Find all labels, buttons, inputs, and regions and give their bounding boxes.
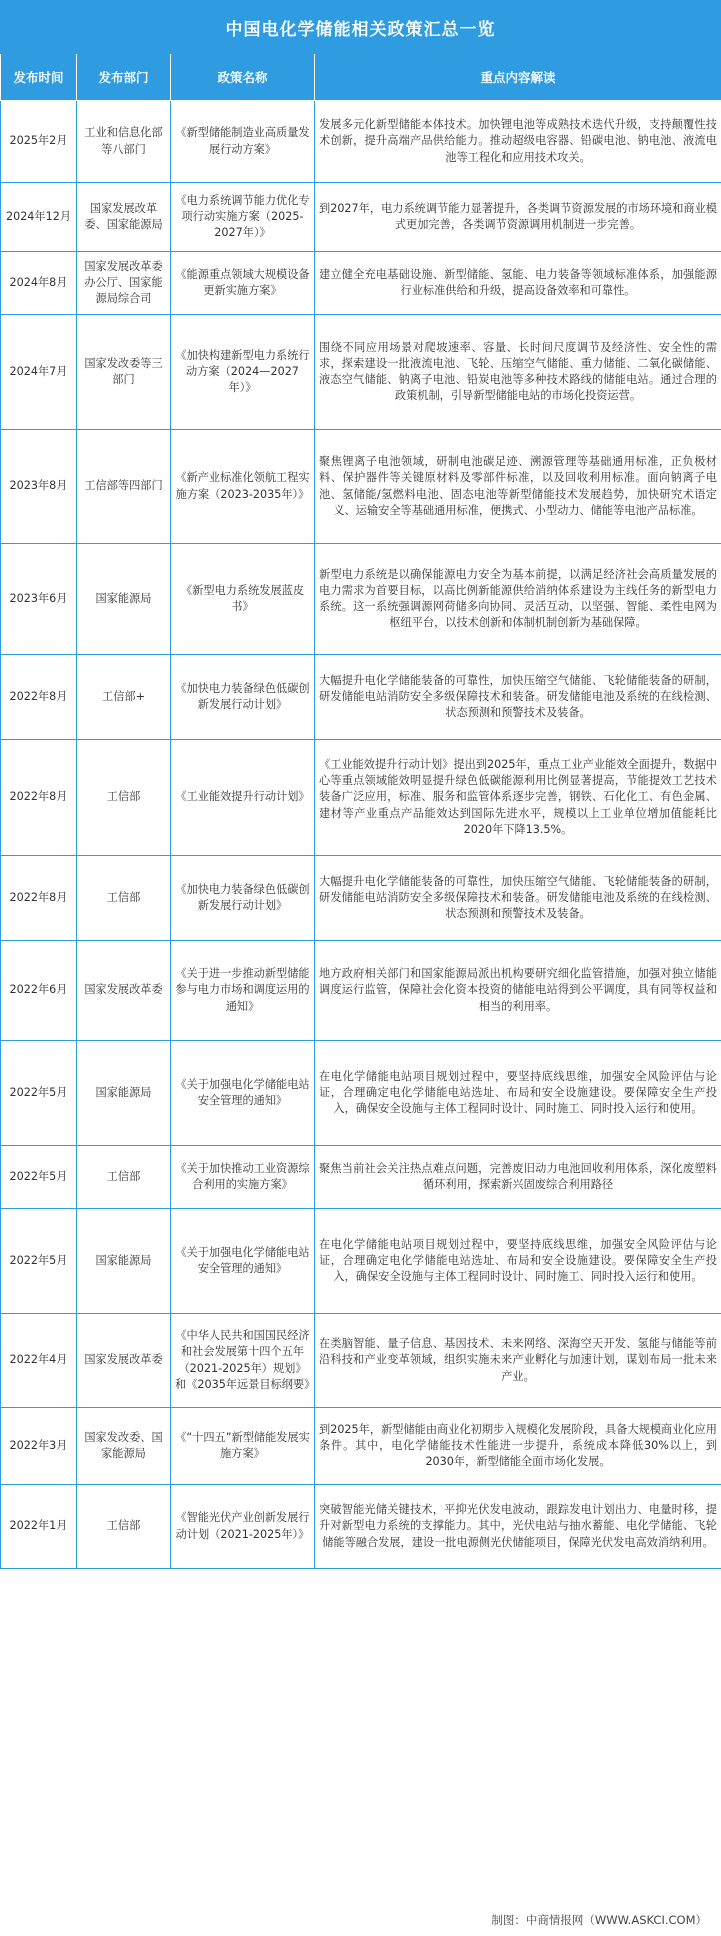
row-policy-name: 《加快电力装备绿色低碳创新发展行动计划》 bbox=[171, 856, 315, 941]
row-policy-name: 《加快电力装备绿色低碳创新发展行动计划》 bbox=[171, 655, 315, 740]
row-dept: 工信部 bbox=[77, 1485, 171, 1569]
row-date: 2025年2月 bbox=[1, 101, 77, 183]
row-policy-name: 《“十四五”新型储能发展实施方案》 bbox=[171, 1408, 315, 1485]
row-date: 2022年5月 bbox=[1, 1209, 77, 1314]
row-date: 2024年12月 bbox=[1, 183, 77, 252]
row-dept: 国家发展改革委、国家能源局 bbox=[77, 183, 171, 252]
table-row bbox=[1, 1209, 721, 1314]
row-dept: 工信部 bbox=[77, 1146, 171, 1209]
table-header-row bbox=[1, 54, 721, 101]
table-row bbox=[1, 740, 721, 856]
table-row bbox=[1, 430, 721, 544]
table-row bbox=[1, 856, 721, 941]
table-row bbox=[1, 252, 721, 315]
row-date: 2022年1月 bbox=[1, 1485, 77, 1569]
row-policy-name: 《关于加强电化学储能电站安全管理的通知》 bbox=[171, 1209, 315, 1314]
row-detail: 地方政府相关部门和国家能源局派出机构要研究细化监管措施，加强对独立储能调度运行监管，保障社会化资本投资的储能电站得到公平调度，具有同等权益和相当的利用率。 bbox=[315, 941, 721, 1041]
row-detail: 发展多元化新型储能本体技术。加快锂电池等成熟技术迭代升级，支持颠覆性技术创新，提升高端产品供给能力。推动超级电容器、铅碳电池、钠电池、液流电池等工程化和应用技术攻关。 bbox=[315, 101, 721, 183]
table-row bbox=[1, 1146, 721, 1209]
row-detail: 到2025年，新型储能由商业化初期步入规模化发展阶段，具备大规模商业化应用条件。其中，电化学储能技术性能进一步提升，系统成本降低30%以上，到2030年，新型储能全面市场化发展。 bbox=[315, 1408, 721, 1485]
row-date: 2022年4月 bbox=[1, 1314, 77, 1408]
row-policy-name: 《智能光伏产业创新发展行动计划（2021-2025年）》 bbox=[171, 1485, 315, 1569]
row-dept: 国家能源局 bbox=[77, 544, 171, 655]
row-detail: 到2027年，电力系统调节能力显著提升，各类调节资源发展的市场环境和商业模式更加完善，各类调节资源调用机制进一步完善。 bbox=[315, 183, 721, 252]
row-policy-name: 《新产业标准化领航工程实施方案（2023-2035年）》 bbox=[171, 430, 315, 544]
row-date: 2022年8月 bbox=[1, 655, 77, 740]
row-policy-name: 《新型储能制造业高质量发展行动方案》 bbox=[171, 101, 315, 183]
row-dept: 国家能源局 bbox=[77, 1041, 171, 1146]
row-detail: 新型电力系统是以确保能源电力安全为基本前提，以满足经济社会高质量发展的电力需求为首要目标，以高比例新能源供给消纳体系建设为主线任务的新型电力系统。这一系统强调源网荷储多向协同、灵活互动，以坚强、智能、柔性电网为枢纽平台，以技术创新和体制机制创新为基础保障。 bbox=[315, 544, 721, 655]
row-date: 2024年7月 bbox=[1, 315, 77, 430]
table-row bbox=[1, 1041, 721, 1146]
row-dept: 国家发改委、国家能源局 bbox=[77, 1408, 171, 1485]
table-row bbox=[1, 655, 721, 740]
row-policy-name: 《关于进一步推动新型储能参与电力市场和调度运用的通知》 bbox=[171, 941, 315, 1041]
table-row bbox=[1, 941, 721, 1041]
row-policy-name: 《关于加快推动工业资源综合利用的实施方案》 bbox=[171, 1146, 315, 1209]
row-dept: 国家发改委等三部门 bbox=[77, 315, 171, 430]
row-date: 2022年8月 bbox=[1, 856, 77, 941]
row-detail: 大幅提升电化学储能装备的可靠性，加快压缩空气储能、飞轮储能装备的研制，研发储能电站消防安全多级保障技术和装备。研发储能电池及系统的在线检测、状态预测和预警技术及装备。 bbox=[315, 655, 721, 740]
header-name: 政策名称 bbox=[171, 54, 315, 101]
row-date: 2022年6月 bbox=[1, 941, 77, 1041]
row-date: 2022年5月 bbox=[1, 1146, 77, 1209]
row-date: 2022年8月 bbox=[1, 740, 77, 856]
row-policy-name: 《中华人民共和国国民经济和社会发展第十四个五年（2021-2025年）规划》和《2035年远景目标纲要》 bbox=[171, 1314, 315, 1408]
row-dept: 工信部 bbox=[77, 740, 171, 856]
table-row bbox=[1, 1314, 721, 1408]
row-date: 2023年6月 bbox=[1, 544, 77, 655]
row-dept: 工信部等四部门 bbox=[77, 430, 171, 544]
row-detail: 在电化学储能电站项目规划过程中，要坚持底线思维，加强安全风险评估与论证，合理确定电化学储能电站选址、布局和安全设施建设。要保障安全生产投入，确保安全设施与主体工程同时设计、同时施工、同时投入运行和使用。 bbox=[315, 1209, 721, 1314]
policy-table bbox=[0, 54, 721, 1569]
row-date: 2024年8月 bbox=[1, 252, 77, 315]
table-row bbox=[1, 315, 721, 430]
footer-credit: 制图：中商情报网（WWW.ASKCI.COM） bbox=[491, 1913, 707, 1927]
row-dept: 国家发展改革委 bbox=[77, 1314, 171, 1408]
row-detail: 聚焦当前社会关注热点难点问题，完善废旧动力电池回收利用体系，深化废塑料循环利用，探索新兴固废综合利用路径 bbox=[315, 1146, 721, 1209]
row-detail: 大幅提升电化学储能装备的可靠性，加快压缩空气储能、飞轮储能装备的研制，研发储能电站消防安全多级保障技术和装备。研发储能电池及系统的在线检测、状态预测和预警技术及装备。 bbox=[315, 856, 721, 941]
row-dept: 国家发展改革委 bbox=[77, 941, 171, 1041]
row-detail: 在电化学储能电站项目规划过程中，要坚持底线思维，加强安全风险评估与论证，合理确定电化学储能电站选址、布局和安全设施建设。要保障安全生产投入，确保安全设施与主体工程同时设计、同时施工、同时投入运行和使用。 bbox=[315, 1041, 721, 1146]
row-date: 2023年8月 bbox=[1, 430, 77, 544]
table-row bbox=[1, 1408, 721, 1485]
row-detail: 在类脑智能、量子信息、基因技术、未来网络、深海空天开发、氢能与储能等前沿科技和产业变革领域，组织实施未来产业孵化与加速计划，谋划布局一批未来产业。 bbox=[315, 1314, 721, 1408]
row-detail: 《工业能效提升行动计划》提出到2025年，重点工业产业能效全面提升，数据中心等重点领域能效明显提升绿色低碳能源利用比例显著提高，节能提效工艺技术装备广泛应用，标准、服务和监管体系逐步完善，钢铁、石化化工、有色金属、建材等产业重点产品能效达到国际先进水平，规模以上工业单位增加值能耗比2020年下降13.5%。 bbox=[315, 740, 721, 856]
table-row bbox=[1, 1485, 721, 1569]
row-dept: 工业和信息化部等八部门 bbox=[77, 101, 171, 183]
row-policy-name: 《工业能效提升行动计划》 bbox=[171, 740, 315, 856]
table-row bbox=[1, 544, 721, 655]
row-date: 2022年3月 bbox=[1, 1408, 77, 1485]
row-policy-name: 《加快构建新型电力系统行动方案（2024—2027年）》 bbox=[171, 315, 315, 430]
row-date: 2022年5月 bbox=[1, 1041, 77, 1146]
row-detail: 聚焦锂离子电池领域，研制电池碳足迹、溯源管理等基础通用标准，正负极材料、保护器件等关键原材料及零部件标准，以及回收利用标准。面向钠离子电池、氢储能/氢燃料电池、固态电池等新型储能技术发展趋势，加快研究术语定义、运输安全等基础通用标准，便携式、小型动力、储能等电池产品标准。 bbox=[315, 430, 721, 544]
row-policy-name: 《新型电力系统发展蓝皮书》 bbox=[171, 544, 315, 655]
row-dept: 工信部 bbox=[77, 856, 171, 941]
row-policy-name: 《能源重点领域大规模设备更新实施方案》 bbox=[171, 252, 315, 315]
row-dept: 工信部+ bbox=[77, 655, 171, 740]
table-row bbox=[1, 101, 721, 183]
header-dept: 发布部门 bbox=[77, 54, 171, 101]
row-dept: 国家发展改革委办公厅、国家能源局综合司 bbox=[77, 252, 171, 315]
row-detail: 建立健全充电基础设施、新型储能、氢能、电力装备等领域标准体系，加强能源行业标准供给和升级，提高设备效率和可靠性。 bbox=[315, 252, 721, 315]
row-policy-name: 《关于加强电化学储能电站安全管理的通知》 bbox=[171, 1041, 315, 1146]
row-policy-name: 《电力系统调节能力优化专项行动实施方案（2025-2027年）》 bbox=[171, 183, 315, 252]
row-detail: 围绕不同应用场景对爬坡速率、容量、长时间尺度调节及经济性、安全性的需求，探索建设一批液流电池、飞轮、压缩空气储能、重力储能、二氧化碳储能、液态空气储能、钠离子电池、铅炭电池等多种技术路线的储能电站。通过合理的政策机制，引导新型储能电站的市场化投资运营。 bbox=[315, 315, 721, 430]
row-detail: 突破智能光储关键技术，平抑光伏发电波动，跟踪发电计划出力、电量时移，提升对新型电力系统的支撑能力。其中，光伏电站与抽水蓄能、电化学储能、飞轮储能等融合发展，建设一批电源侧光伏储能项目，保障光伏发电高效消纳利用。 bbox=[315, 1485, 721, 1569]
header-date: 发布时间 bbox=[1, 54, 77, 101]
row-dept: 国家能源局 bbox=[77, 1209, 171, 1314]
header-detail: 重点内容解读 bbox=[315, 54, 721, 101]
table-row bbox=[1, 183, 721, 252]
page-title: 中国电化学储能相关政策汇总一览 bbox=[0, 0, 721, 54]
